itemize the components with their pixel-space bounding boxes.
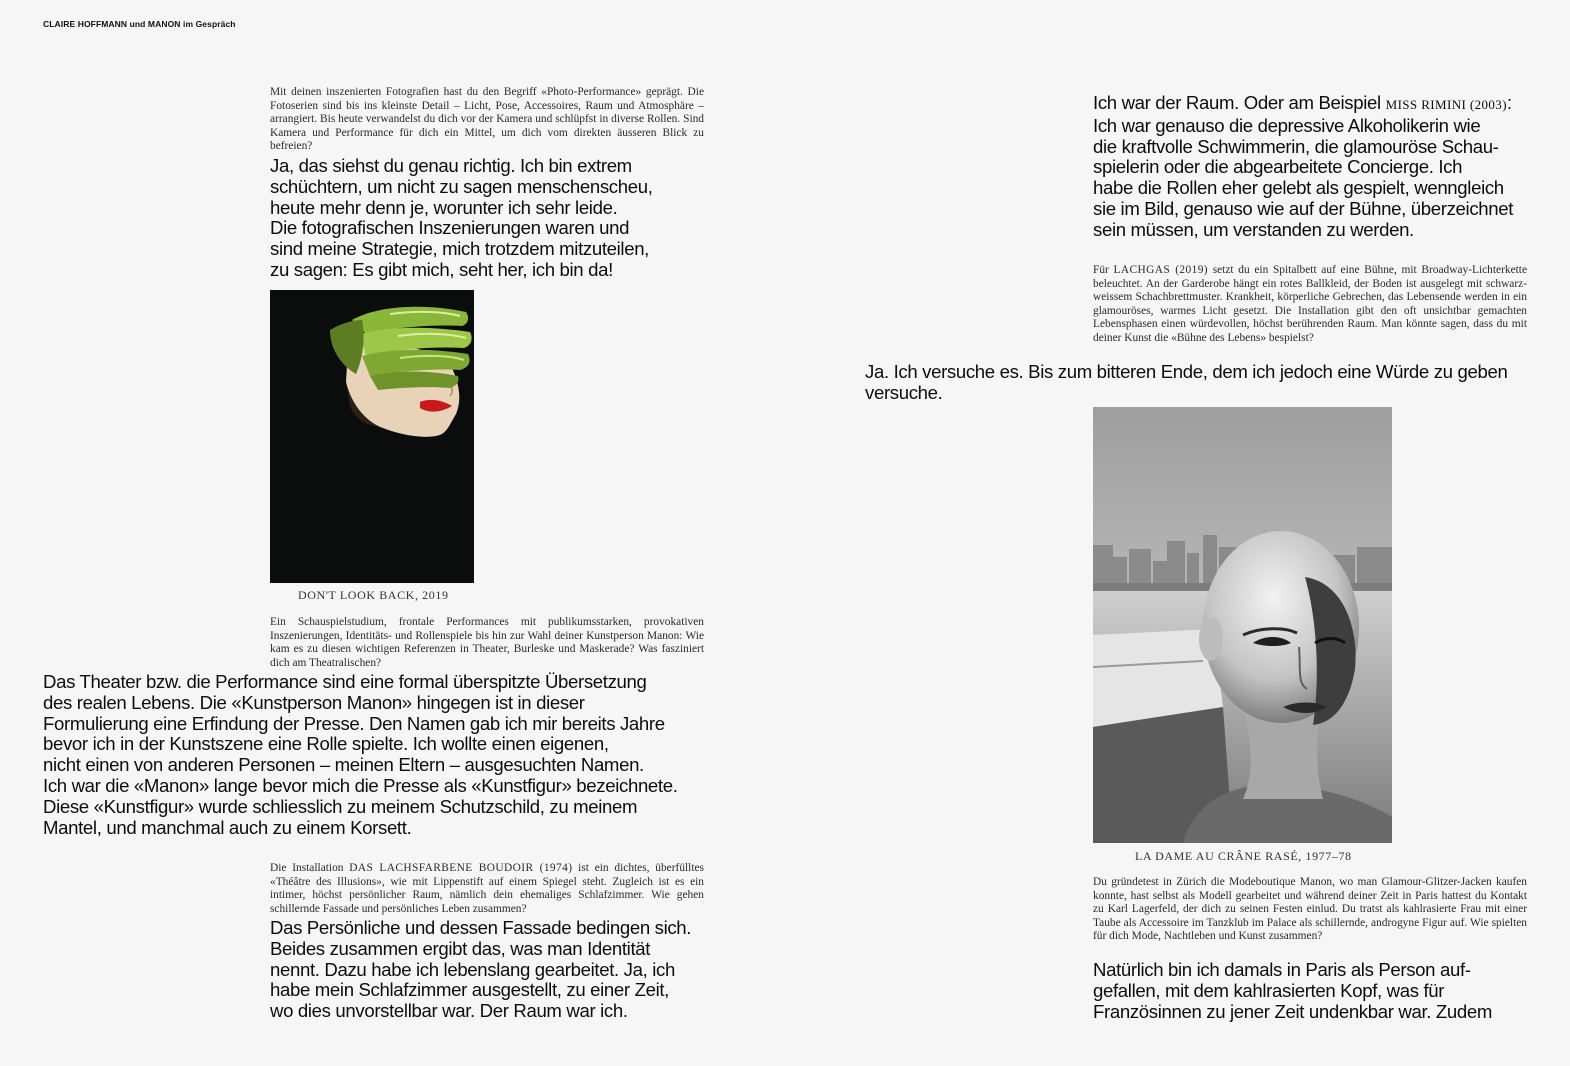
- question-2: Ein Schauspielstudium, frontale Performances mit publikumsstarken, provokativen Inszenierungen, Identitäts- und Rollenspiele bis hin zur Wahl deiner Kunstperson Manon: Wie kam es zu diesen wichtigen Referenzen in Theater, Burleske und Maskerade? Was fasziniert dich am Theatralischen?: [270, 616, 704, 669]
- answer-4-line: die kraftvolle Schwimmerin, die glamouröse Schau-: [1093, 135, 1499, 157]
- answer-3-line: Beides zusammen ergibt das, was man Identität: [270, 937, 651, 959]
- answer-2-line: Mantel, und manchmal auch zu einem Korsett.: [43, 816, 412, 838]
- question-4-text: setzt du ein Spitalbett auf eine Bühne, mit Broadway-Lichterkette beleuchtet. An der Garderobe hängt ein rotes Ballkleid, der Boden ist ausgelegt mit schwarz-weissem Schachbrettmuster. Krankheit, körperliche Gebrechen, das Lebensende werden in ein glamouröses, warmes Licht gesetzt. Die Installation gibt den oft unsichtbar gemachten Lebensphasen einen würdevollen, höchst berührenden Raum. Man könnte sagen, dass du mit deiner Kunst die «Bühne des Lebens» bespielst?: [1093, 264, 1528, 344]
- answer-2-line: Formulierung eine Erfindung der Presse. Den Namen gab ich mir bereits Jahre: [43, 712, 665, 734]
- artwork-title: DAS LACHSFARBENE BOUDOIR (1974): [349, 862, 573, 874]
- question-3: [270, 862, 704, 916]
- photo-dont-look-back-image: [270, 290, 474, 583]
- answer-1: [270, 156, 710, 281]
- answer-6-line: Natürlich bin ich damals in Paris als Person auf-: [1093, 959, 1471, 980]
- answer-4-line: [1093, 93, 1553, 116]
- answer-2-line: Das Theater bzw. die Performance sind eine formal überspitzte Übersetzung: [43, 671, 647, 692]
- answer-1-line: zu sagen: Es gibt mich, seht her, ich bin da!: [270, 258, 613, 280]
- photo-la-dame-au-crane-rase: [1093, 407, 1392, 843]
- answer-1-line: heute mehr denn je, worunter ich sehr leide.: [270, 196, 618, 218]
- answer-2-line: bevor ich in der Kunstszene eine Rolle spielte. Ich wollte einen eigenen,: [43, 733, 609, 755]
- answer-5-line: Ja. Ich versuche es. Bis zum bitteren Ende, dem ich jedoch eine Würde zu geben: [865, 361, 1508, 382]
- artwork-title: MISS RIMINI (2003): [1385, 97, 1507, 112]
- answer-2: [43, 672, 723, 838]
- question-1: Mit deinen inszenierten Fotografien hast du den Begriff «Photo-Performance» geprägt. Die Fotoserien sind bis ins kleinste Detail – Licht, Pose, Accessoires, Raum und Atmosphäre – arrangiert. Bis heute verwandelst du dich vor der Kamera und schlüpfst in diverse Rollen. Sind Kamera und Performance für dich ein Mittel, um dich vom direkten äusseren Blick zu befreien?: [270, 86, 704, 153]
- answer-2-line: Ich war die «Manon» lange bevor mich die Presse als «Kunstfigur» bezeichnete.: [43, 774, 678, 796]
- answer-4-text: :: [1506, 92, 1512, 113]
- answer-2-line: Diese «Kunstfigur» wurde schliesslich zu meinem Schutzschild, zu meinem: [43, 795, 638, 817]
- photo-caption-2: LA DAME AU CRÂNE RASÉ, 1977–78: [1135, 849, 1352, 863]
- answer-1-line: Die fotografischen Inszenierungen waren und: [270, 217, 630, 239]
- answer-1-line: schüchtern, um nicht zu sagen menschenscheu,: [270, 175, 653, 197]
- answer-2-line: nicht einen von anderen Personen – meinen Eltern – ausgesuchten Namen.: [43, 754, 644, 776]
- answer-4-line: habe die Rollen eher gelebt als gespielt, wenngleich: [1093, 177, 1504, 199]
- answer-5: [865, 362, 1545, 404]
- photo-dont-look-back: [270, 290, 474, 583]
- running-head: CLAIRE HOFFMANN und MANON im Gespräch: [43, 19, 236, 29]
- answer-4-text: Ich war der Raum. Oder am Beispiel: [1093, 92, 1386, 113]
- answer-3-line: habe mein Schlafzimmer ausgestellt, zu einer Zeit,: [270, 979, 669, 1001]
- answer-1-line: sind meine Strategie, mich trotzdem mitzuteilen,: [270, 238, 649, 260]
- answer-6-line: Französinnen zu jener Zeit undenkbar war. Zudem: [1093, 1000, 1493, 1022]
- answer-4-line: sein müssen, um verstanden zu werden.: [1093, 218, 1414, 240]
- photo-la-dame-image: [1093, 407, 1392, 843]
- answer-4-line: Ich war genauso die depressive Alkoholikerin wie: [1093, 114, 1481, 136]
- question-5: Du gründetest in Zürich die Modeboutique Manon, wo man Glamour-Glitzer-Jacken kaufen konnte, hast selbst als Modell gearbeitet und während deiner Zeit in Paris hattest du Kontakt zu Karl Lagerfeld, der dich zu seinen Festen einlud. Du tratst als kahlrasierte Frau mit einer Taube als Accessoire im Tanzklub im Palace als schillernde, androgyne Figur auf. Wie spielten für dich Mode, Nachtleben und Kunst zusammen?: [1093, 876, 1527, 943]
- answer-2-line: des realen Lebens. Die «Kunstperson Manon» hingegen ist in dieser: [43, 691, 585, 713]
- answer-5-line: versuche.: [865, 381, 943, 403]
- answer-3-line: Das Persönliche und dessen Fassade bedingen sich.: [270, 917, 692, 938]
- answer-6-line: gefallen, mit dem kahlrasierten Kopf, was für: [1093, 979, 1445, 1001]
- question-4-text: Für: [1093, 264, 1114, 276]
- answer-4: [1093, 93, 1553, 241]
- question-3-text: ist ein dichtes, überfülltes «Théâtre des Illusions», wie mit Lippenstift auf einem Spiegel steht. Zugleich ist es ein intimer, höchst persönlicher Raum, nämlich dein ehemaliges Schlafzimmer. Wie gehen schillernde Fassade und persönliches Leben zusammen?: [270, 862, 704, 915]
- answer-4-line: spielerin oder die abgearbeitete Concierge. Ich: [1093, 156, 1463, 178]
- answer-3: [270, 918, 720, 1022]
- answer-6: [1093, 960, 1553, 1022]
- answer-1-line: Ja, das siehst du genau richtig. Ich bin extrem: [270, 155, 632, 176]
- answer-3-line: wo dies unvorstellbar war. Der Raum war ich.: [270, 1000, 628, 1022]
- question-3-text: Die Installation: [270, 862, 350, 874]
- question-4: [1093, 264, 1527, 346]
- photo-caption-1: DON'T LOOK BACK, 2019: [298, 588, 449, 602]
- answer-3-line: nennt. Dazu habe ich lebenslang gearbeitet. Ja, ich: [270, 958, 675, 980]
- artwork-title: LACHGAS (2019): [1113, 264, 1208, 276]
- answer-4-line: sie im Bild, genauso wie auf der Bühne, überzeichnet: [1093, 197, 1514, 219]
